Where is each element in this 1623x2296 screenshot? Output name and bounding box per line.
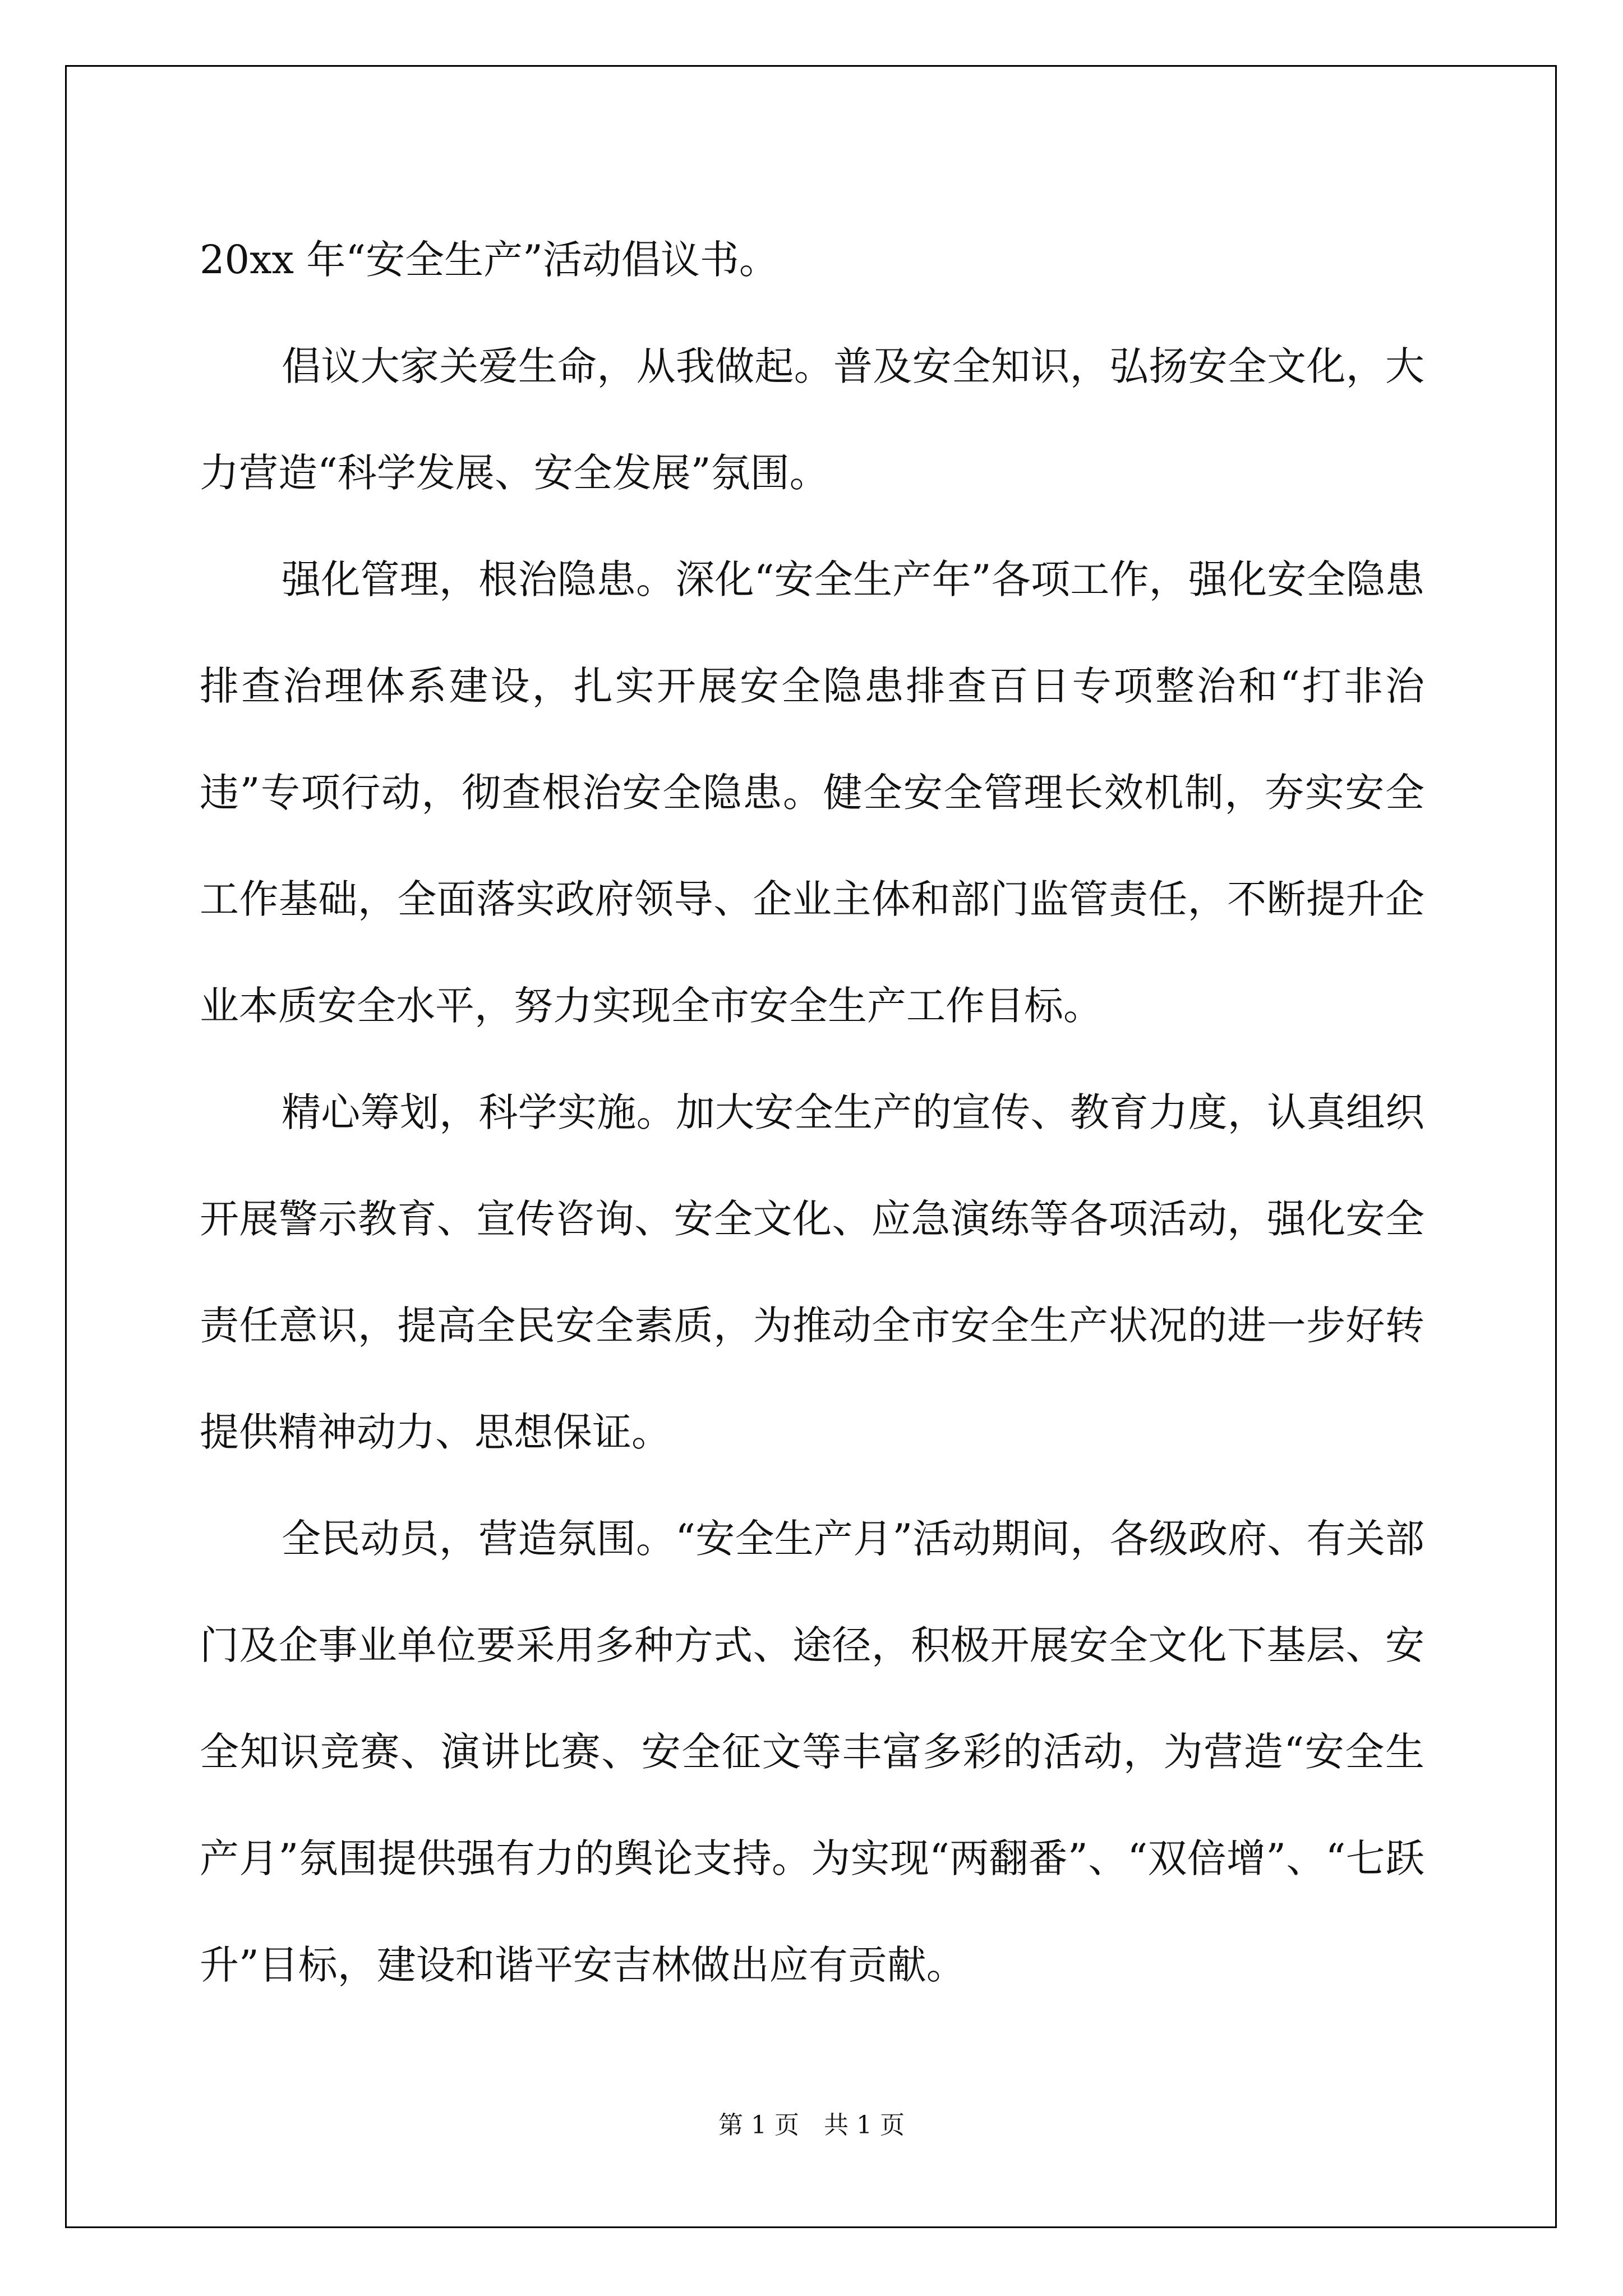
paragraph-3: 精心筹划，科学实施。加大安全生产的宣传、教育力度，认真组织开展警示教育、宣传咨询、安全文化、应急演练等各项活动，强化安全责任意识，提高全民安全素质，为推动全市安全生产状况的进一步好转提供精神动力、思想保证。	[200, 1089, 1424, 1455]
paragraph-1: 倡议大家关爱生命，从我做起。普及安全知识，弘扬安全文化，大力营造“科学发展、安全发展”氛围。	[200, 343, 1424, 496]
paragraph-2: 强化管理，根治隐患。深化“安全生产年”各项工作，强化安全隐患排查治理体系建设，扎实开展安全隐患排查百日专项整治和“打非治违”专项行动，彻查根治安全隐患。健全安全管理长效机制，夯实安全工作基础，全面落实政府领导、企业主体和部门监管责任，不断提升企业本质安全水平，努力实现全市安全生产工作目标。	[200, 556, 1424, 1029]
document-title-line: 20xx 年“安全生产”活动倡议书。	[200, 237, 778, 283]
page-number-footer: 第 1 页 共 1 页	[718, 2111, 905, 2139]
document-body	[200, 206, 1424, 2018]
paragraph-4: 全民动员，营造氛围。“安全生产月”活动期间，各级政府、有关部门及企事业单位要采用多种方式、途径，积极开展安全文化下基层、安全知识竞赛、演讲比赛、安全征文等丰富多彩的活动，为营造“安全生产月”氛围提供强有力的舆论支持。为实现“两翻番”、“双倍增”、“七跃升”目标，建设和谐平安吉林做出应有贡献。	[200, 1516, 1424, 1988]
